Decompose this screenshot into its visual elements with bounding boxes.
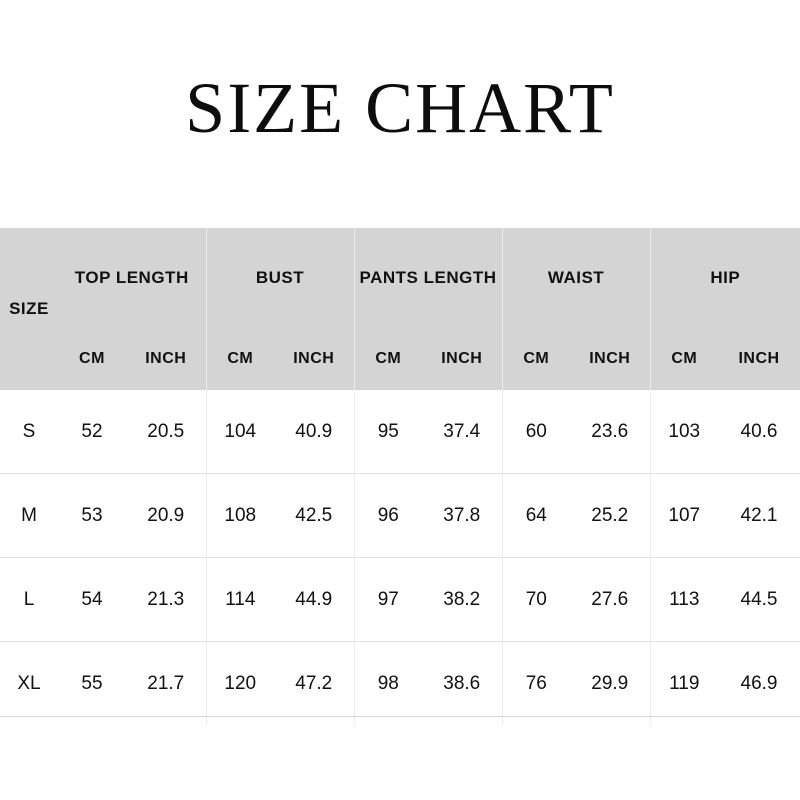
cell-top-length-cm: 55 [58,642,126,726]
cell-bust-inch: 44.9 [274,558,354,642]
cell-pants-length-inch: 37.8 [422,474,502,558]
table-header [0,228,800,390]
header-unit-row [0,328,800,390]
header-unit-top-length-cm: CM [58,328,126,390]
cell-bust-inch: 42.5 [274,474,354,558]
header-unit-waist-inch: INCH [570,328,650,390]
header-unit-waist-cm: CM [502,328,570,390]
cell-size: M [0,474,58,558]
cell-bust-cm: 114 [206,558,274,642]
cell-waist-inch: 23.6 [570,390,650,474]
cell-size: S [0,390,58,474]
table-row [0,642,800,726]
header-group-pants-length: PANTS LENGTH [354,228,502,328]
table-bottom-divider [0,716,800,717]
cell-waist-inch: 25.2 [570,474,650,558]
size-chart-table-wrap [0,228,800,725]
cell-hip-inch: 40.6 [718,390,800,474]
size-chart-table [0,228,800,725]
header-unit-hip-inch: INCH [718,328,800,390]
cell-pants-length-cm: 97 [354,558,422,642]
cell-size: L [0,558,58,642]
cell-bust-inch: 40.9 [274,390,354,474]
cell-bust-cm: 108 [206,474,274,558]
cell-hip-cm: 119 [650,642,718,726]
cell-pants-length-inch: 38.2 [422,558,502,642]
cell-size: XL [0,642,58,726]
header-group-waist: WAIST [502,228,650,328]
cell-hip-cm: 107 [650,474,718,558]
header-unit-pants-length-cm: CM [354,328,422,390]
header-group-bust: BUST [206,228,354,328]
cell-top-length-cm: 53 [58,474,126,558]
table-row [0,558,800,642]
cell-hip-inch: 42.1 [718,474,800,558]
cell-waist-cm: 60 [502,390,570,474]
cell-top-length-inch: 21.7 [126,642,206,726]
cell-pants-length-cm: 98 [354,642,422,726]
table-row [0,390,800,474]
cell-top-length-cm: 54 [58,558,126,642]
cell-pants-length-cm: 96 [354,474,422,558]
page-title: SIZE CHART [185,68,615,148]
cell-waist-cm: 76 [502,642,570,726]
cell-bust-cm: 104 [206,390,274,474]
cell-hip-cm: 103 [650,390,718,474]
header-group-row [0,228,800,328]
cell-waist-cm: 70 [502,558,570,642]
table-row [0,474,800,558]
cell-bust-cm: 120 [206,642,274,726]
header-unit-bust-cm: CM [206,328,274,390]
cell-hip-inch: 46.9 [718,642,800,726]
cell-bust-inch: 47.2 [274,642,354,726]
header-unit-bust-inch: INCH [274,328,354,390]
cell-waist-inch: 27.6 [570,558,650,642]
cell-top-length-inch: 20.9 [126,474,206,558]
cell-waist-cm: 64 [502,474,570,558]
cell-pants-length-inch: 38.6 [422,642,502,726]
header-unit-pants-length-inch: INCH [422,328,502,390]
cell-top-length-inch: 20.5 [126,390,206,474]
cell-hip-cm: 113 [650,558,718,642]
header-unit-hip-cm: CM [650,328,718,390]
cell-pants-length-cm: 95 [354,390,422,474]
header-group-hip: HIP [650,228,800,328]
cell-waist-inch: 29.9 [570,642,650,726]
header-group-top-length: TOP LENGTH [58,228,206,328]
header-size: SIZE [0,228,58,390]
cell-hip-inch: 44.5 [718,558,800,642]
table-body [0,390,800,725]
cell-pants-length-inch: 37.4 [422,390,502,474]
header-unit-top-length-inch: INCH [126,328,206,390]
cell-top-length-cm: 52 [58,390,126,474]
cell-top-length-inch: 21.3 [126,558,206,642]
